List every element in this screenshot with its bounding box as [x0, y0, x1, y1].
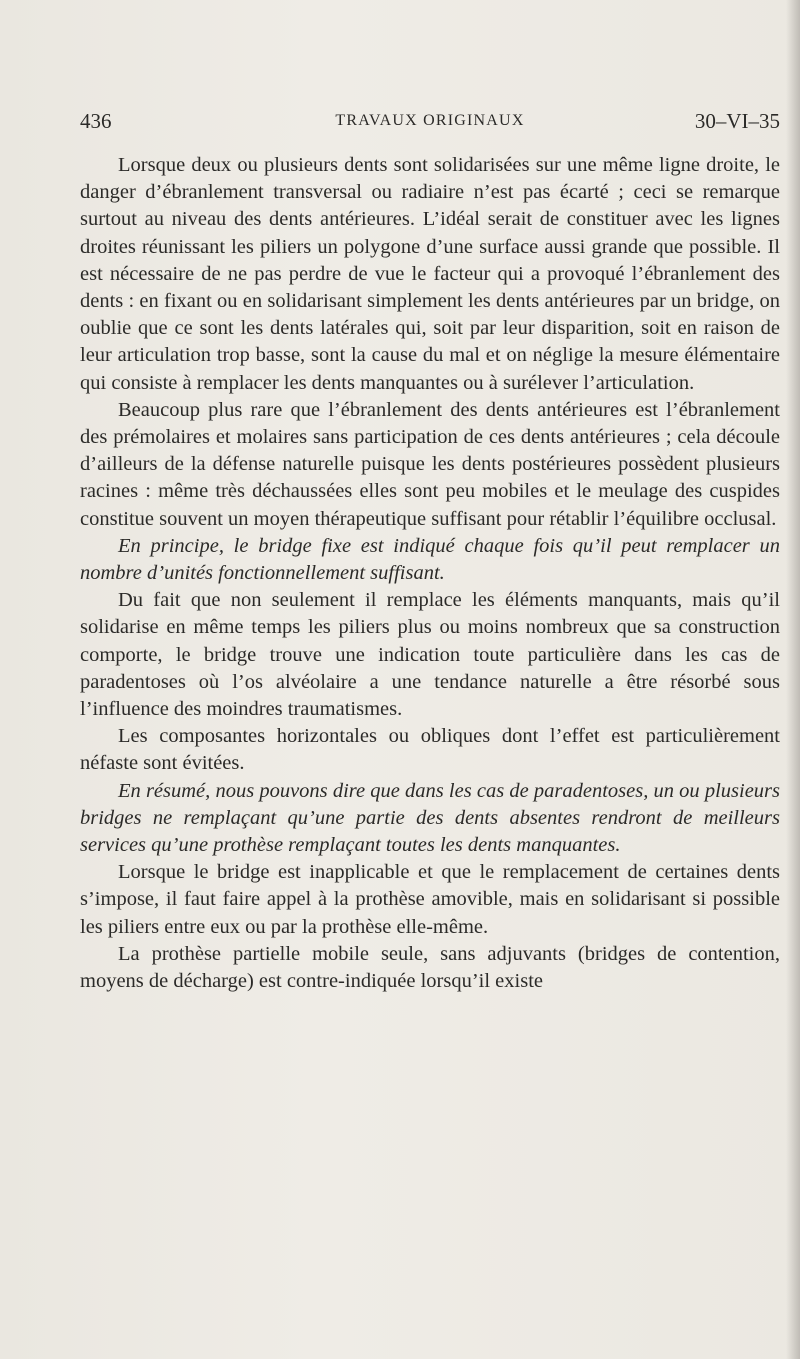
paragraph: Lorsque le bridge est inapplicable et que le remplacement de certaines dents s’impose, il faut faire appel à la prothèse amovible, mais en solidarisant si possible les piliers entre eux ou par la prothèse elle-même.	[80, 861, 780, 938]
running-header	[80, 106, 780, 136]
paragraph: Du fait que non seulement il remplace les éléments manquants, mais qu’il solidarise en même temps les piliers plus ou moins nombreux que sa construction comporte, le bridge trouve une indication toute particulière dans les cas de paradentoses où l’os alvéolaire a une tendance naturelle a être résorbé sous l’influence des moindres traumatismes.	[80, 589, 780, 721]
paragraph: Les composantes horizontales ou obliques dont l’effet est particulièrement néfaste sont évitées.	[80, 725, 780, 775]
paragraph: Beaucoup plus rare que l’ébranlement des dents antérieures est l’ébranlement des prémolaires et molaires sans participation de ces dents antérieures ; cela découle d’ailleurs de la défense naturelle puisque les dents postérieures possèdent plusieurs racines : même très déchaussées elles sont peu mobiles et le meulage des cuspides constitue souvent un moyen thérapeutique suffisant pour rétablir l’équilibre occlusal.	[80, 398, 780, 530]
page-edge-shadow	[786, 0, 800, 1359]
page-number: 436	[80, 109, 112, 133]
italic-paragraph: En principe, le bridge fixe est indiqué chaque fois qu’il peut remplacer un nombre d’unités fonctionnellement suffisant.	[80, 534, 780, 585]
issue-date: 30–VI–35	[694, 109, 780, 133]
paragraph: Lorsque deux ou plusieurs dents sont solidarisées sur une même ligne droite, le danger d’ébranlement transversal ou radiaire n’est pas écarté ; ceci se remarque surtout au niveau des dents antérieures. L’idéal serait de constituer avec les lignes droites réunissant les piliers un polygone d’une surface aussi grande que possible. Il est nécessaire de ne pas perdre de vue le facteur qui a provoqué l’ébranlement des dents : en fixant ou en solidarisant simplement les dents antérieures par un bridge, on oublie que ce sont les dents latérales qui, soit par leur disparition, soit en raison de leur articulation trop basse, sont la cause du mal et on néglige la mesure élémentaire qui consiste à remplacer les dents manquantes ou à surélever l’articulation.	[80, 154, 780, 394]
paragraph: La prothèse partielle mobile seule, sans adjuvants (bridges de contention, moyens de décharge) est contre-indiquée lorsqu’il existe	[80, 942, 780, 993]
italic-paragraph: En résumé, nous pouvons dire que dans les cas de paradentoses, un ou plusieurs bridges ne remplaçant qu’une partie des dents absentes rendront de meilleurs services qu’une prothèse remplaçant toutes les dents manquantes.	[80, 779, 780, 857]
body-text	[80, 152, 780, 995]
running-title: TRAVAUX ORIGINAUX	[335, 112, 525, 129]
